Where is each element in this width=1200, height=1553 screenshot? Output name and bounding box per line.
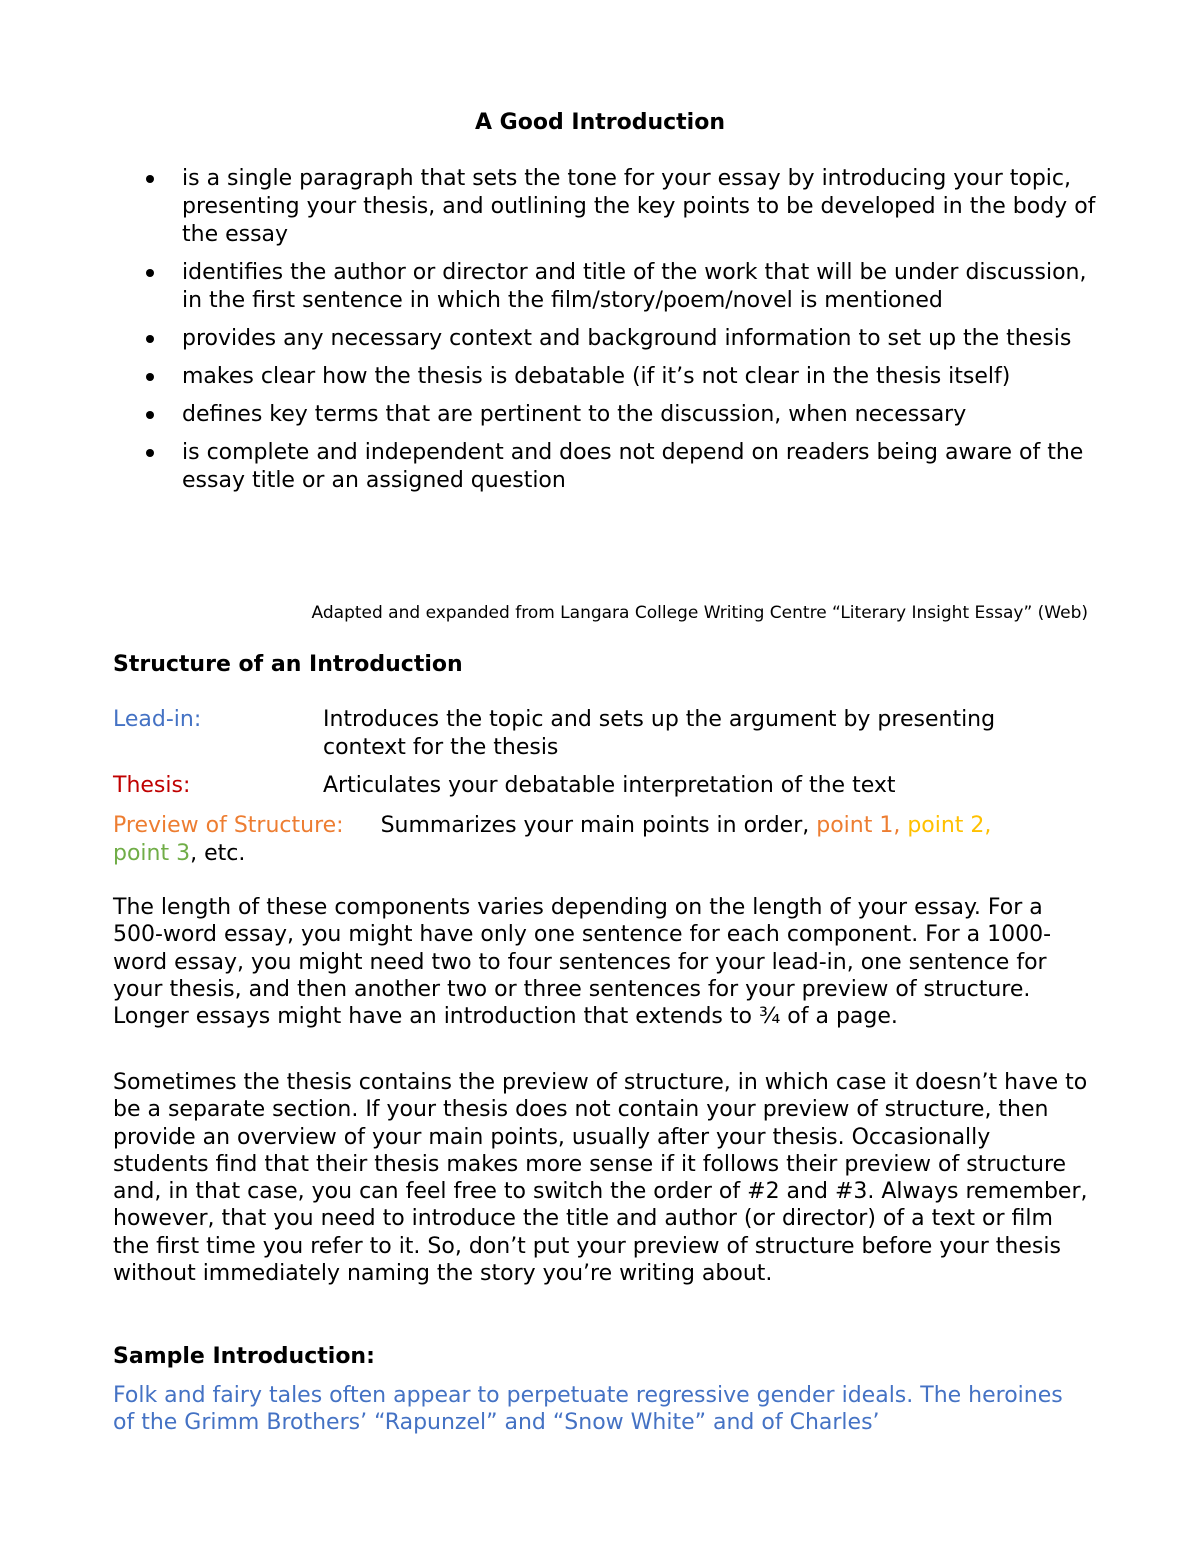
length-paragraph: The length of these components varies depending on the length of your essay. For a 500-word essay, you might have only one sentence for each component. For a 1000-word essay, you might need two to four sentences for your lead-in, one sentence for your thesis, and then another two or three sentences for your preview of structure. Longer essays might have an introduction that extends to ¾ of a page.	[113, 895, 1052, 1030]
attribution-note: Adapted and expanded from Langara College Writing Centre “Literary Insight Essay” (Web)	[311, 603, 1088, 623]
thesis-label: Thesis:	[113, 773, 191, 798]
list-item: is a single paragraph that sets the tone for your essay by introducing your topic, presenting your thesis, and outlining the key points to be developed in the body of the essay	[140, 165, 1100, 249]
bullet-icon	[146, 335, 154, 343]
sample-introduction-text: Folk and fairy tales often appear to perpetuate regressive gender ideals. The heroines of the Grimm Brothers’ “Rapunzel” and “Snow White” and of Charles’	[113, 1383, 1063, 1436]
preview-label: Preview of Structure:	[113, 813, 344, 838]
bullet-icon	[146, 449, 154, 457]
thesis-row	[113, 772, 1073, 800]
point-1-label: point 1,	[816, 813, 901, 838]
bullet-icon	[146, 373, 154, 381]
structure-heading: Structure of an Introduction	[113, 652, 463, 677]
sample-heading: Sample Introduction:	[113, 1344, 375, 1369]
lead-in-row	[113, 706, 1073, 762]
bullet-icon	[146, 175, 154, 183]
bullet-icon	[146, 269, 154, 277]
list-item: is complete and independent and does not depend on readers being aware of the essay title or an assigned question	[140, 439, 1100, 495]
point-2-label: point 2,	[907, 813, 992, 838]
lead-in-label: Lead-in:	[113, 707, 202, 732]
bullet-list	[140, 165, 1100, 505]
thesis-description: Articulates your debatable interpretation of the text	[323, 773, 896, 798]
page-title: A Good Introduction	[475, 110, 725, 135]
order-paragraph: Sometimes the thesis contains the preview of structure, in which case it doesn’t have to be a separate section. If your thesis does not contain your preview of structure, then provide an overview of your main points, usually after your thesis. Occasionally students find that their thesis makes more sense if it follows their preview of structure and, in that case, you can feel free to switch the order of #2 and #3. Always remember, however, that you need to introduce the title and author (or director) of a text or film the first time you refer to it. So, don’t put your preview of structure before your thesis without immediately naming the story you’re writing about.	[113, 1070, 1088, 1287]
lead-in-description: Introduces the topic and sets up the argument by presenting context for the thesis	[323, 707, 996, 760]
point-3-label: point 3	[113, 841, 191, 866]
preview-description: Summarizes your main points in order,	[380, 813, 810, 838]
etc-text: , etc.	[190, 841, 246, 866]
list-item: makes clear how the thesis is debatable (if it’s not clear in the thesis itself)	[140, 363, 1100, 391]
preview-row	[113, 812, 1073, 868]
list-item: identifies the author or director and title of the work that will be under discussion, in the first sentence in which the film/story/poem/novel is mentioned	[140, 259, 1100, 315]
list-item: provides any necessary context and background information to set up the thesis	[140, 325, 1100, 353]
bullet-icon	[146, 411, 154, 419]
list-item: defines key terms that are pertinent to the discussion, when necessary	[140, 401, 1100, 429]
